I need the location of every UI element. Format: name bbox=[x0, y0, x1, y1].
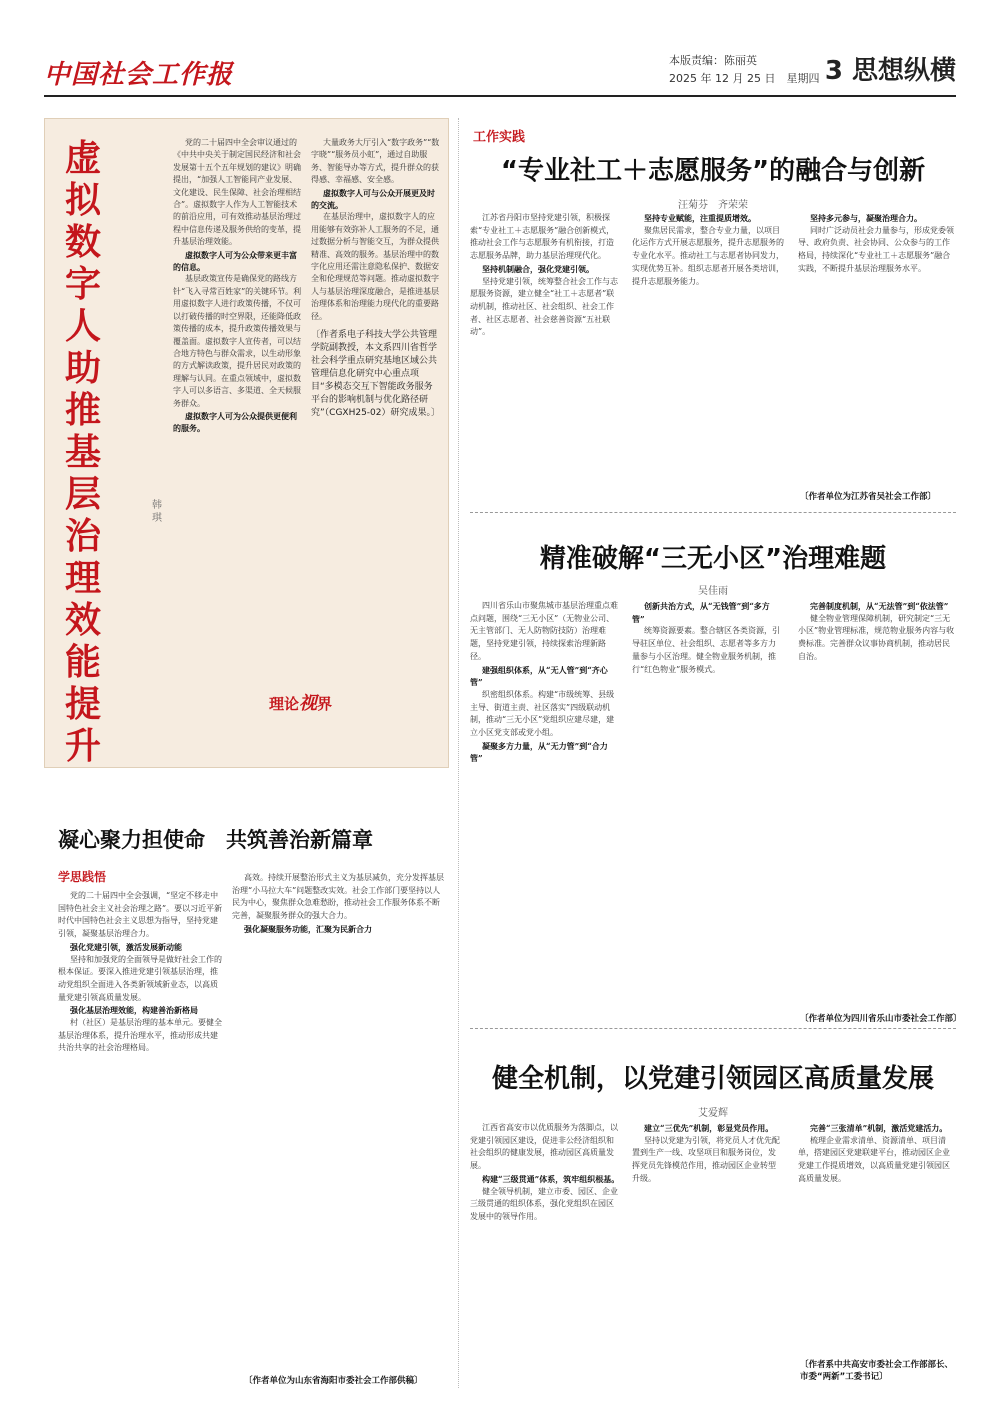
paragraph: 江苏省丹阳市坚持党建引领，积极探索“专业社工＋志愿服务”融合创新模式，推动社会工作与志愿服务有机衔接，打造志愿服务品牌，助力基层治理现代化。 bbox=[470, 213, 615, 261]
newspaper-logo: 中国社会工作报 bbox=[44, 60, 234, 90]
subheading: 坚持多元参与，凝聚治理合力。 bbox=[810, 213, 922, 223]
subheading: 完善制度机制，从“无法管”到“依法管” bbox=[810, 601, 949, 611]
paragraph: 党的二十届四中全会审议通过的《中共中央关于制定国民经济和社会发展第十五个五年规划的建议》明确提出，“加强人工智能同产业发展、文化建设、民生保障、社会治理相结合”。虚拟数字人作为人工智能技术的前沿应用，可有效推动基层治理过程中信息传递及服务供给的变革，提升基层治理效能。 bbox=[173, 138, 301, 247]
article-column bbox=[798, 1122, 956, 1357]
column-label-accent: 视 bbox=[299, 693, 318, 714]
subheading: 虚拟数字人可与公众开展更及时的交流。 bbox=[311, 187, 435, 211]
paragraph: 聚焦居民需求，整合专业力量，以项目化运作方式开展志愿服务，提升志愿服务的专业化水平。推动社工与志愿者协同发力，实现优势互补。组织志愿者开展各类培训，提升志愿服务能力。 bbox=[632, 225, 784, 286]
title-char: 字 bbox=[64, 263, 101, 305]
paragraph: 统筹资源要素。整合辖区各类资源，引导驻区单位、社会组织、志愿者等多方力量参与小区治理。健全物业服务机制，推行“红色物业”服务模式。 bbox=[632, 626, 780, 674]
article-column bbox=[798, 212, 956, 492]
article-title: 凝心聚力担使命 共筑善治新篇章 bbox=[58, 828, 373, 852]
subheading: 强化党建引领，激活发展新动能 bbox=[70, 941, 182, 952]
article-title: “专业社工＋志愿服务”的融合与创新 bbox=[500, 156, 926, 186]
feature-title bbox=[55, 137, 111, 767]
paragraph: 健全领导机制，建立市委、园区、企业三级贯通的组织体系，强化党组织在园区发展中的领导作用。 bbox=[470, 1186, 618, 1221]
subheading: 坚持机制融合，强化党建引领。 bbox=[482, 263, 594, 274]
column-label bbox=[269, 689, 332, 715]
paragraph: 梳理企业需求清单、资源清单、项目清单，搭建园区党建联建平台，推动园区企业党建工作提质增效，以高质量党建引领园区高质量发展。 bbox=[798, 1135, 950, 1183]
column-label-text: 理论 bbox=[269, 695, 300, 713]
title-char: 效 bbox=[64, 599, 101, 641]
article-column bbox=[470, 212, 620, 502]
title-char: 层 bbox=[64, 473, 101, 515]
article-column bbox=[470, 600, 620, 1025]
paragraph: 基层政策宣传是确保党的路线方针“飞入寻常百姓家”的关键环节。利用虚拟数字人进行政策传播，不仅可以打破传播的时空界限，还能降低政策传播的成本，提升政策传播效果与覆盖面。虚拟数字人宣传者，可以结合地方特色与群众需求，以生动形象的方式解读政策，提升居民对政策的理解与认同。在重点领域中，虚拟数字人可以多语言、多渠道、全天候服务群众。 bbox=[173, 274, 302, 408]
article-title: 精准破解“三无小区”治理难题 bbox=[539, 544, 887, 574]
article-column bbox=[632, 600, 782, 1025]
divider bbox=[470, 1028, 956, 1029]
title-char: 提 bbox=[64, 683, 101, 725]
title-char: 虚 bbox=[64, 137, 101, 179]
title-char: 拟 bbox=[64, 179, 101, 221]
title-char: 数 bbox=[64, 221, 101, 263]
subheading: 创新共治方式，从“无钱管”到“多方管” bbox=[632, 601, 770, 624]
column-label-text: 界 bbox=[317, 695, 333, 713]
article-column bbox=[632, 212, 787, 502]
author-note: 〔作者单位为山东省海阳市委社会工作部供稿〕 bbox=[244, 1376, 423, 1386]
subheading: 强化基层治理效能，构建善治新格局 bbox=[70, 1005, 198, 1016]
paragraph: 江西省高安市以优质服务为落脚点，以党建引领园区建设，促进非公经济组织和社会组织的健康发展，推动园区高质量发展。 bbox=[470, 1123, 618, 1171]
page-editor: 本版责编：陈丽英 bbox=[669, 54, 757, 67]
title-char: 基 bbox=[64, 431, 101, 473]
article-byline: 吴佳雨 bbox=[698, 586, 728, 597]
title-char: 推 bbox=[64, 389, 101, 431]
paragraph: 高效。持续开展整治形式主义为基层减负，充分发挥基层治理“小马拉大车”问题整改实效。社会工作部门要坚持以人民为中心，聚焦群众急难愁盼，推动社会工作服务体系不断完善，凝聚服务群众的强大合力。 bbox=[232, 873, 444, 921]
feature-article bbox=[44, 118, 449, 768]
paragraph: 织密组织体系。构建“市级统筹、县级主导、街道主责、社区落实”四级联动机制，推动“三无小区”党组织应建尽建，建立小区党支部或党小组。 bbox=[470, 689, 615, 738]
page-title: 3 思想纵横 bbox=[824, 56, 956, 86]
subheading: 完善“三张清单”机制，激活党建活力。 bbox=[810, 1123, 948, 1133]
paragraph: 坚持以党建为引领，将党员人才优先配置到生产一线、攻坚项目和服务岗位，发挥党员先锋模范作用，推动园区企业转型升级。 bbox=[632, 1135, 780, 1183]
paragraph: 坚持党建引领，统筹整合社会工作与志愿服务资源，建立健全“社工＋志愿者”联动机制，推动社区、社会组织、社会工作者、社区志愿者、社会慈善资源“五社联动”。 bbox=[470, 276, 618, 337]
feature-column-2 bbox=[311, 137, 441, 677]
column-divider bbox=[458, 118, 459, 1388]
paragraph: 在基层治理中，虚拟数字人的应用能够有效弥补人工服务的不足，通过数据分析与智能交互，为群众提供精准、高效的服务。基层治理中的数字化应用还需注意隐私保护、数据安全和伦理规范等问题。推动虚拟数字人与基层治理深度融合，是推进基层治理体系和治理能力现代化的重要路径。 bbox=[311, 212, 439, 321]
title-char: 助 bbox=[64, 347, 101, 389]
subheading: 强化凝聚服务功能，汇聚为民新合力 bbox=[244, 923, 372, 934]
subheading: 虚拟数字人可为公众带来更丰富的信息。 bbox=[173, 249, 297, 273]
masthead bbox=[44, 50, 956, 90]
article-column bbox=[232, 872, 447, 1372]
article-column bbox=[470, 1122, 620, 1372]
paragraph: 党的二十届四中全会强调，“坚定不移走中国特色社会主义社会治理之路”。要以习近平新时代中国特色社会主义思想为指导，坚持党建引领，凝聚基层治理合力。 bbox=[58, 891, 223, 939]
subheading: 建强组织体系，从“无人管”到“齐心管” bbox=[470, 664, 608, 688]
article-title: 健全机制，以党建引领园区高质量发展 bbox=[491, 1064, 934, 1094]
subheading: 建立“三优先”机制，彰显党员作用。 bbox=[644, 1123, 774, 1133]
paragraph: 坚持和加强党的全面领导是做好社会工作的根本保证。要深入推进党建引领基层治理，推动党组织全面进入各类新领域新业态，以高质量党建引领高质量发展。 bbox=[58, 954, 222, 1002]
section-tag: 学思践悟 bbox=[58, 870, 107, 884]
title-char: 治 bbox=[64, 515, 101, 557]
paragraph: 健全物业管理保障机制，研究制定“三无小区”物业管理标准，规范物业服务内容与收费标准。完善群众议事协商机制，推动居民自治。 bbox=[798, 613, 955, 661]
subheading: 凝聚多方力量，从“无力管”到“合力管” bbox=[470, 740, 608, 764]
divider bbox=[470, 512, 956, 513]
author-note: 〔作者单位为四川省乐山市委社会工作部〕 bbox=[800, 1014, 962, 1024]
article-column bbox=[58, 890, 223, 1380]
subheading: 构建“三级贯通”体系，筑牢组织根基。 bbox=[482, 1173, 620, 1184]
section-tag: 工作实践 bbox=[473, 130, 526, 145]
article-byline: 艾爱辉 bbox=[698, 1108, 728, 1119]
paragraph: 同时广泛动员社会力量参与，形成党委领导、政府负责、社会协同、公众参与的工作格局，持续深化“专业社工＋志愿服务”融合实践，不断提升基层治理服务水平。 bbox=[798, 225, 954, 273]
author-note: 〔作者系中共高安市委社会工作部部长、市委“两新”工委书记〕 bbox=[800, 1360, 954, 1382]
article-byline: 汪菊芬 齐荣荣 bbox=[678, 200, 748, 211]
header-rule bbox=[44, 95, 956, 97]
feature-column-1 bbox=[173, 137, 303, 757]
paragraph: 村（社区）是基层治理的基本单元。要健全基层治理体系，提升治理水平，推动形成共建共治共享的社会治理格局。 bbox=[58, 1018, 222, 1053]
title-char: 能 bbox=[64, 641, 101, 683]
subheading: 虚拟数字人可为公众提供更便利的服务。 bbox=[173, 410, 297, 434]
paragraph: 大量政务大厅引入“数字政务”“数字晓”“服务员小虹”，通过自助服务、智能导办等方式，提升群众的获得感、幸福感、安全感。 bbox=[311, 138, 440, 185]
title-char: 理 bbox=[64, 557, 101, 599]
paragraph: 四川省乐山市聚焦城市基层治理重点难点问题，围绕“三无小区”（无物业公司、无主管部门、无人防物防技防）治理难题，坚持党建引领，持续探索治理新路径。 bbox=[470, 601, 618, 661]
feature-author: 韩 琪 bbox=[152, 500, 172, 524]
subheading: 坚持专业赋能，注重提质增效。 bbox=[644, 213, 756, 223]
author-note: 〔作者单位为江苏省吴社会工作部〕 bbox=[800, 492, 937, 502]
article-column bbox=[798, 600, 956, 1010]
title-char: 升 bbox=[64, 725, 101, 767]
article-column bbox=[632, 1122, 782, 1372]
issue-date: 2025 年 12 月 25 日 星期四 bbox=[669, 72, 820, 85]
title-char: 人 bbox=[64, 305, 101, 347]
author-note: 〔作者系电子科技大学公共管理学院副教授，本文系四川省哲学社会科学重点研究基地区域公共管理信息化研究中心重点项目“多模态交互下智能政务服务平台的影响机制与优化路径研究”（CGXH25-02）研究成果。〕 bbox=[311, 330, 441, 419]
